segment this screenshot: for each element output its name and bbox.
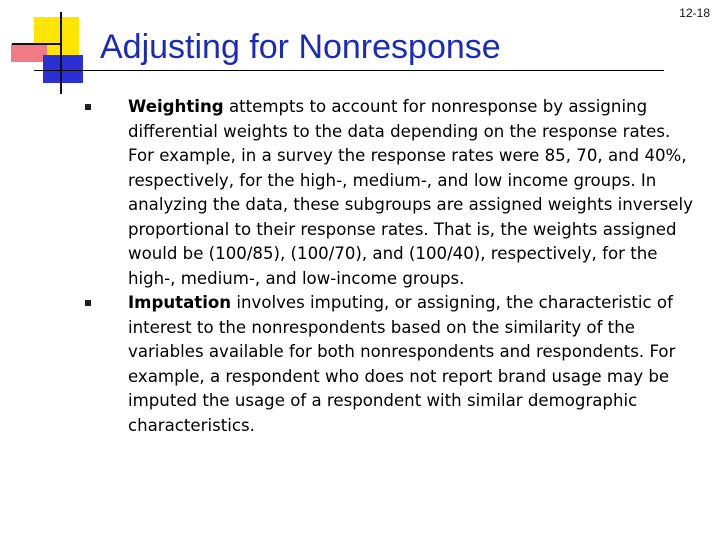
bullet-list [84, 95, 694, 438]
bullet-square-icon [85, 300, 91, 306]
bullet-term: Weighting [128, 97, 224, 116]
bullet-term: Imputation [128, 293, 232, 312]
logo-vertical-line [60, 12, 62, 94]
logo-red-rectangle [11, 44, 47, 62]
bullet-text: involves imputing, or assigning, the characteristic of interest to the nonrespondents based on the similarity of the variables available for both nonrespondents and respondents. For example, a respondent who does not report brand usage may be imputed the usage of a respondent with similar demographic characteristics. [128, 293, 676, 435]
slide-title: Adjusting for Nonresponse [100, 28, 501, 66]
title-divider [34, 70, 664, 71]
slide-number: 12-18 [679, 6, 710, 20]
logo-blue-rectangle [43, 55, 83, 83]
slide-logo-decoration [0, 0, 100, 100]
logo-horizontal-line [12, 43, 62, 45]
bullet-imputation [84, 291, 694, 438]
bullet-square-icon [85, 104, 91, 110]
bullet-text: attempts to account for nonresponse by assigning differential weights to the data depending on the response rates. For example, in a survey the response rates were 85, 70, and 40%, respectively, for the high-, medium-, and low income groups. In analyzing the data, these subgroups are assigned weights inversely proportional to their response rates. That is, the weights assigned would be (100/85), (100/70), and (100/40), respectively, for the high-, medium-, and low-income groups. [128, 97, 693, 288]
bullet-weighting [84, 95, 694, 291]
